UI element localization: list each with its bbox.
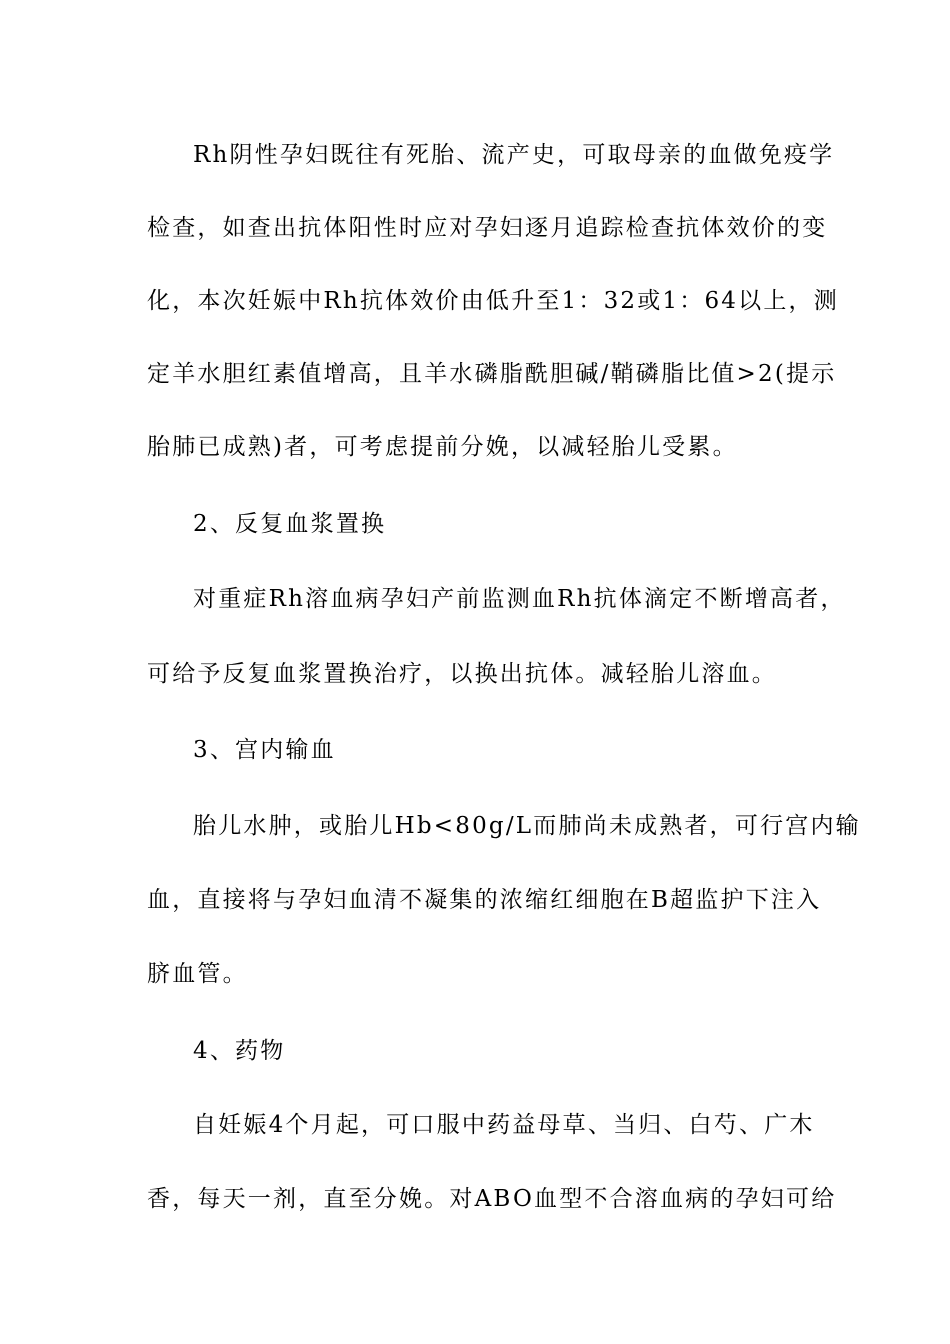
paragraph-line: Rh阴性孕妇既往有死胎、流产史，可取母亲的血做免疫学: [193, 142, 835, 168]
paragraph-line: 对重症Rh溶血病孕妇产前监测血Rh抗体滴定不断增高者，: [193, 586, 846, 612]
paragraph-line: 脐血管。: [147, 961, 248, 987]
paragraph-line: 胎肺已成熟)者，可考虑提前分娩，以减轻胎儿受累。: [147, 434, 738, 460]
paragraph-line: 化，本次妊娠中Rh抗体效价由低升至1：32或1：64以上，测: [147, 288, 839, 314]
paragraph-line: 定羊水胆红素值增高，且羊水磷脂酰胆碱/鞘磷脂比值>2(提示: [147, 361, 837, 387]
paragraph-line: 香，每天一剂，直至分娩。对ABO血型不合溶血病的孕妇可给: [147, 1186, 837, 1212]
section-heading: 2、反复血浆置换: [193, 511, 387, 537]
section-heading: 4、药物: [193, 1038, 286, 1064]
paragraph-line: 胎儿水肿，或胎儿Hb<80g/L而肺尚未成熟者，可行宫内输: [193, 813, 861, 839]
section-heading: 3、宫内输血: [193, 737, 336, 763]
paragraph-line: 自妊娠4个月起，可口服中药益母草、当归、白芍、广木: [193, 1112, 815, 1138]
paragraph-line: 可给予反复血浆置换治疗，以换出抗体。减轻胎儿溶血。: [147, 661, 777, 687]
paragraph-line: 检查，如查出抗体阳性时应对孕妇逐月追踪检查抗体效价的变: [147, 215, 828, 241]
paragraph-line: 血，直接将与孕妇血清不凝集的浓缩红细胞在B超监护下注入: [147, 887, 822, 913]
